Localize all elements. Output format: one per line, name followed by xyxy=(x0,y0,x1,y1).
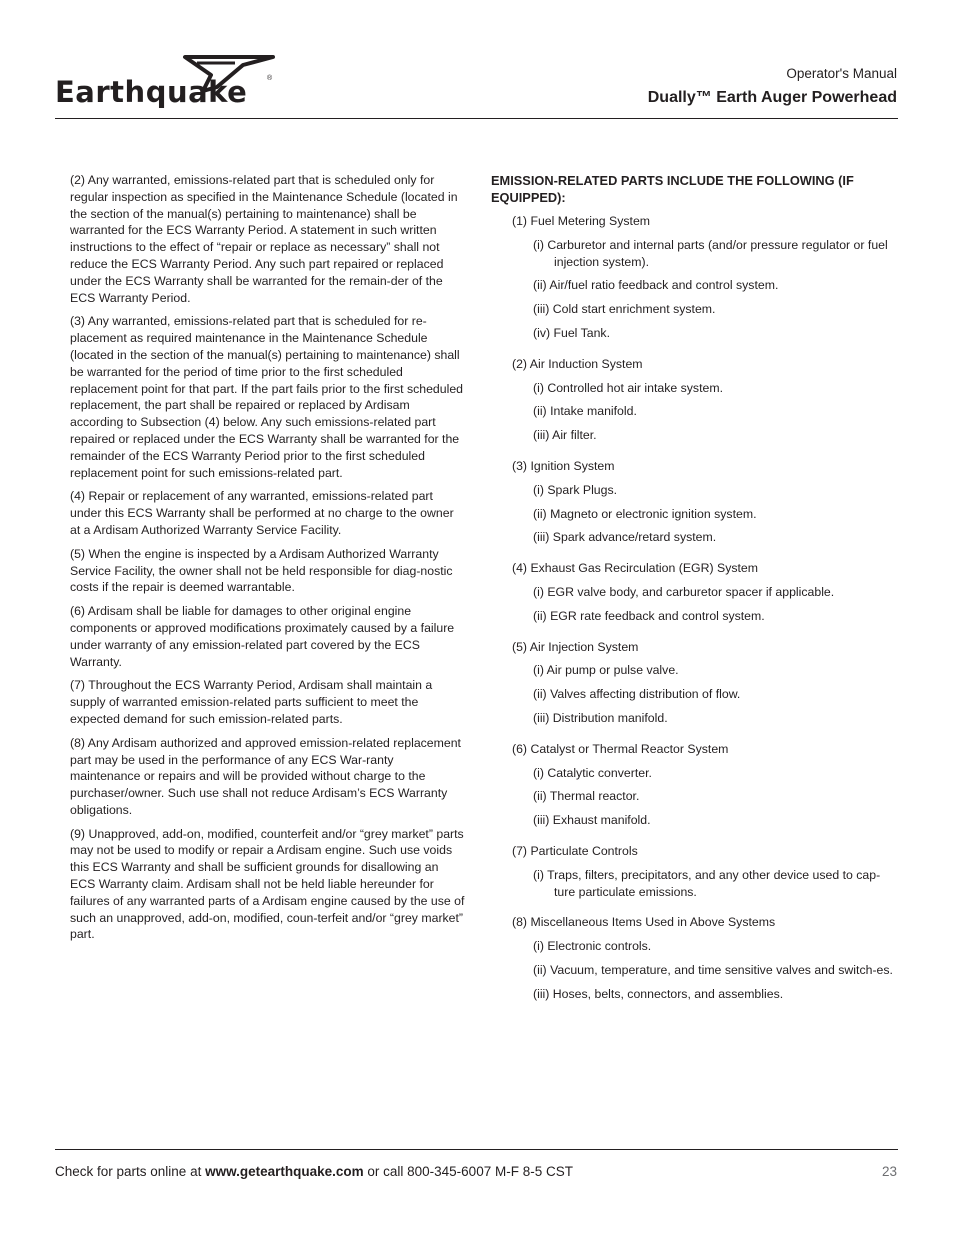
list-group xyxy=(491,560,899,624)
list-item: (ii) Valves affecting distribution of flow. xyxy=(533,687,741,702)
list-item: (iii) Air filter. xyxy=(533,428,597,443)
list-item: (iii) Hoses, belts, connectors, and assemblies. xyxy=(533,986,784,1001)
paragraph: (9) Unapproved, add-on, modified, counterfeit and/or “grey market” parts may not be used to modify or repair a Ardisam engine. Such use voids this ECS Warranty and shall be sufficient grounds for disallowing an ECS Warranty claim. Ardisam shall not be held liable hereunder for failures of any warranted parts of a Ardisam engine caused by the use of such an unapproved, add-on, modified, coun-terfeit and/or “grey market” part. xyxy=(70,826,465,942)
list-item: (ii) Thermal reactor. xyxy=(533,789,640,804)
list-item: (ii) Air/fuel ratio feedback and control system. xyxy=(533,278,779,293)
list-item: (ii) Vacuum, temperature, and time sensitive valves and switch-es. xyxy=(533,962,893,977)
paragraph: (5) When the engine is inspected by a Ardisam Authorized Warranty Service Facility, the owner shall not be held responsible for diag-nostic costs if the repair is deemed warrantable. xyxy=(70,546,453,595)
list-item: (i) EGR valve body, and carburetor spacer if applicable. xyxy=(533,584,835,599)
group-heading: (3) Ignition System xyxy=(512,458,615,473)
list-group xyxy=(491,213,899,342)
list-item: (ii) EGR rate feedback and control system. xyxy=(533,608,765,623)
group-heading: (7) Particulate Controls xyxy=(512,843,638,858)
group-heading: (2) Air Induction System xyxy=(512,356,643,371)
registered-mark: ® xyxy=(267,75,273,82)
group-heading: (5) Air Injection System xyxy=(512,639,639,654)
page-number: 23 xyxy=(881,1164,897,1179)
list-item: (iii) Cold start enrichment system. xyxy=(533,302,716,317)
footer-text xyxy=(55,1164,573,1179)
group-heading: (4) Exhaust Gas Recirculation (EGR) System xyxy=(512,561,759,576)
warranty-text-column xyxy=(70,172,465,950)
list-item: (i) Spark Plugs. xyxy=(533,482,618,497)
paragraph: (3) Any warranted, emissions-related part that is scheduled for re-placement as required maintenance in the Maintenance Schedule (located in the section of the manual(s) pertaining to maintenance) shall be warranted for the period of time prior to the first scheduled replacement point for that part. If the part fails prior to the first scheduled replacement, the part shall be repaired or replaced by Ardisam according to Subsection (4) below. Any such emissions-related part repaired or replaced under the ECS Warranty shall be warranted for the remainder of the ECS Warranty Period prior to the first scheduled replacement point for such emissions-related part. xyxy=(70,314,464,480)
paragraph: (7) Throughout the ECS Warranty Period, Ardisam shall maintain a supply of warranted emission-related parts sufficient to meet the expected demand for such emission-related parts. xyxy=(70,678,433,726)
paragraph: (2) Any warranted, emissions-related part that is scheduled only for regular inspection as specified in the Maintenance Schedule (located in the section of the manual(s) pertaining to maintenance) shall be warranted for the ECS Warranty Period. A statement in such written instructions to the effect of “repair or replace as necessary” shall not reduce the ECS Warranty Period. Any such part repaired or replaced under the ECS Warranty shall be warranted for the remain-der of the ECS Warranty Period. xyxy=(70,173,458,305)
list-item: (i) Carburetor and internal parts (and/or pressure regulator or fuel injection system). xyxy=(533,237,888,269)
group-heading: (8) Miscellaneous Items Used in Above Systems xyxy=(512,915,776,930)
list-item: (i) Catalytic converter. xyxy=(533,765,652,780)
list-item: (ii) Intake manifold. xyxy=(533,404,637,419)
list-group xyxy=(491,639,899,727)
list-group xyxy=(491,458,899,546)
list-item: (iii) Spark advance/retard system. xyxy=(533,530,717,545)
section-heading: EMISSION-RELATED PARTS INCLUDE THE FOLLOWING (IF EQUIPPED): xyxy=(491,173,854,205)
list-item: (iii) Distribution manifold. xyxy=(533,710,668,725)
earthquake-logo xyxy=(55,55,277,115)
paragraph: (4) Repair or replacement of any warranted, emissions-related part under this ECS Warranty shall be performed at no charge to the owner at a Ardisam Authorized Warranty Service Facility. xyxy=(70,489,454,537)
paragraph: (8) Any Ardisam authorized and approved emission-related replacement part may be used in the performance of any ECS War-ranty maintenance or repairs and will be provided without charge to the purchaser/owner. Such use shall not reduce Ardisam’s ECS Warranty obligations. xyxy=(70,735,461,817)
logo-wordmark: Earthquake xyxy=(55,75,248,109)
manual-subtitle: Operator's Manual xyxy=(786,66,897,81)
list-item: (ii) Magneto or electronic ignition system. xyxy=(533,506,757,521)
footer-divider xyxy=(55,1149,898,1150)
list-item: (iii) Exhaust manifold. xyxy=(533,813,651,828)
list-item: (i) Controlled hot air intake system. xyxy=(533,380,723,395)
emission-parts-column xyxy=(491,172,899,1017)
list-item: (i) Air pump or pulse valve. xyxy=(533,663,679,678)
header-divider xyxy=(55,118,898,119)
product-title: Dually™ Earth Auger Powerhead xyxy=(647,89,897,106)
paragraph: (6) Ardisam shall be liable for damages to other original engine components or approved modifications proximately caused by a failure under warranty of any emission-related part covered by the ECS Warranty. xyxy=(70,604,455,669)
group-heading: (6) Catalyst or Thermal Reactor System xyxy=(512,741,729,756)
list-item: (i) Traps, filters, precipitators, and any other device used to cap-ture particulate emissions. xyxy=(533,867,881,899)
list-group xyxy=(491,356,899,444)
list-item: (iv) Fuel Tank. xyxy=(533,325,610,340)
list-group xyxy=(491,843,899,900)
footer-suffix: or call 800-345-6007 M-F 8-5 CST xyxy=(363,1164,573,1179)
footer-prefix: Check for parts online at xyxy=(55,1164,206,1179)
list-item: (i) Electronic controls. xyxy=(533,939,652,954)
list-group xyxy=(491,741,899,829)
website-link[interactable]: www.getearthquake.com xyxy=(205,1164,364,1179)
list-group xyxy=(491,914,899,1002)
group-heading: (1) Fuel Metering System xyxy=(512,214,651,228)
